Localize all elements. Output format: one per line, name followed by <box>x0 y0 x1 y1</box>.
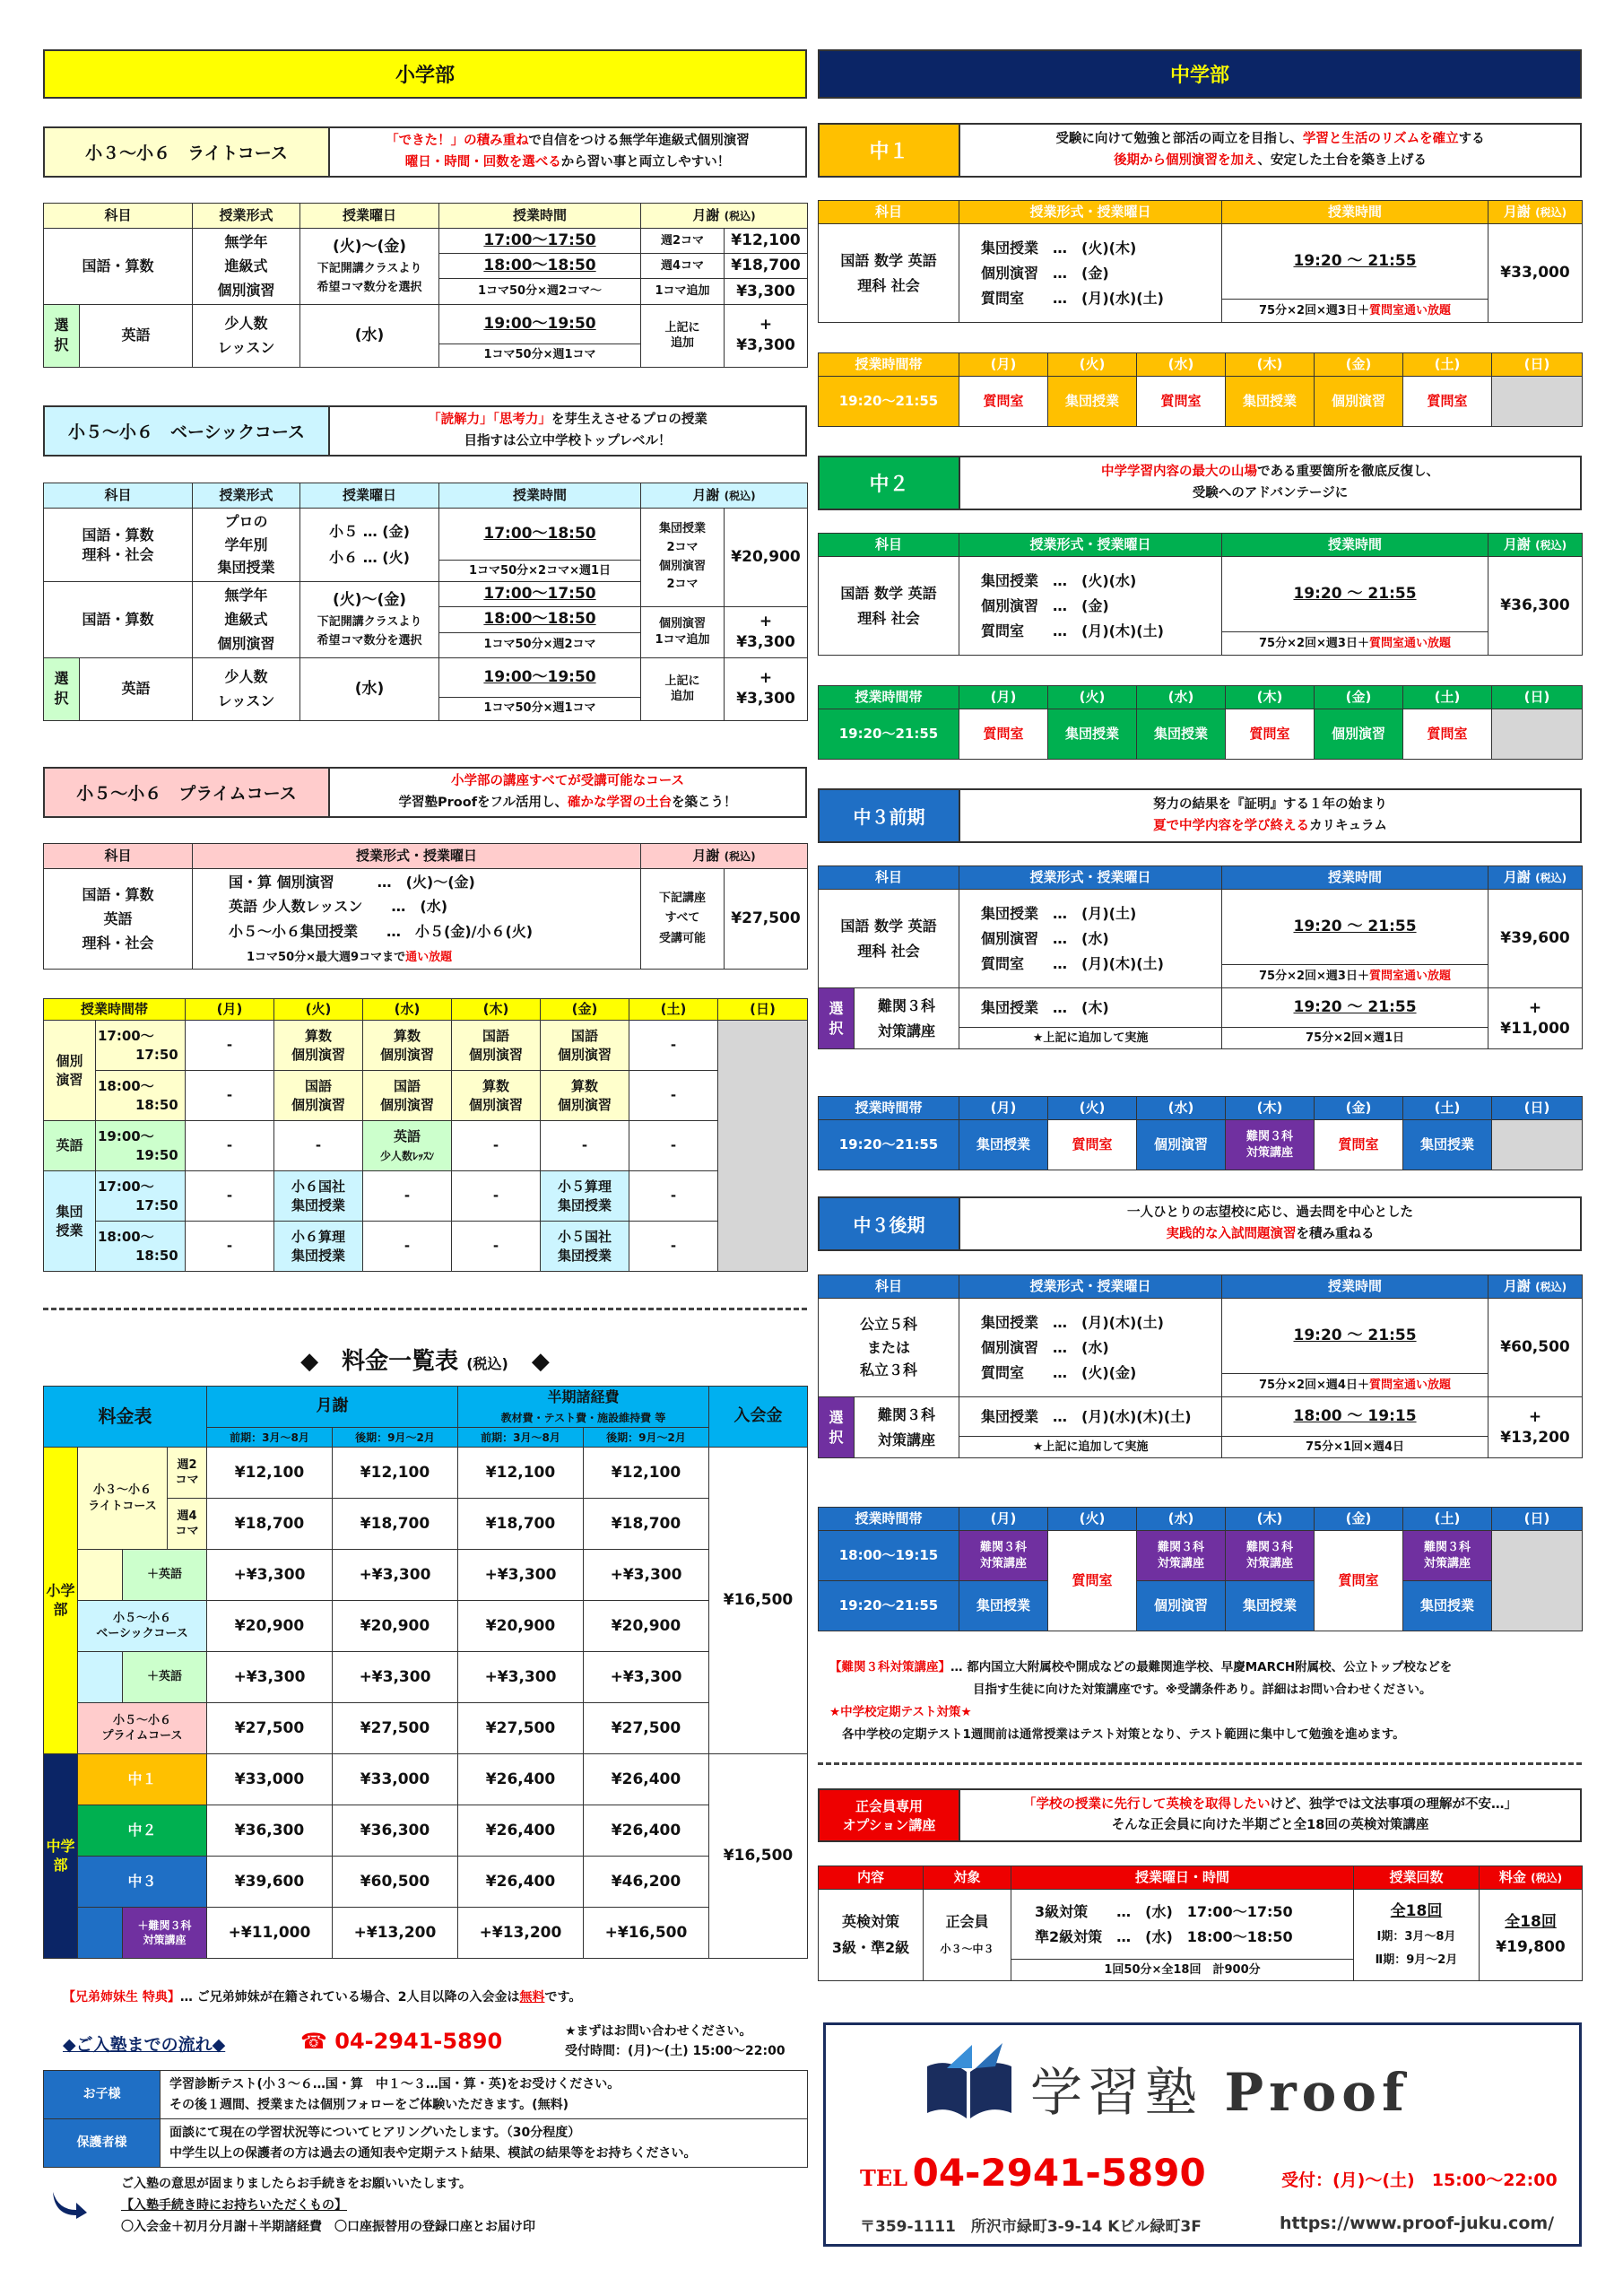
m3a-table: 科目 授業形式・授業曜日 授業時間 月謝 (税込) 国語 数学 英語 理科 社会 集団授業 … (月)(土) 個別演習 … (水) 質問室 … (月)(木)(土) 19:20 ～ 21:55 ¥39,600 75分×2回×週3日＋質問室通い放題 選 択 難関３科 対策講座 集団授業 … (木) 19:20 ～ 21:55 + ¥11,000 ★上記に追加して実施 75分×2回×週1日 <box>818 865 1583 1049</box>
brand-tel[interactable]: TEL 04-2941-5890 <box>860 2151 1206 2195</box>
m2-timetable: 授業時間帯 (月) (火) (水) (木) (金) (土) (日) 19:20～21:55 質問室 集団授業 集団授業 質問室 個別演習 質問室 <box>818 685 1583 760</box>
book-logo-icon <box>920 2041 1019 2122</box>
m1-header: 中１ 受験に向けて勉強と部活の両立を目指し、学習と生活のリズムを確立する 後期から個別演習を加え、安定した土台を築き上げる <box>818 123 1582 178</box>
basic-course-header: 小５～小６ ベーシックコース 「読解力」「思考力」を芽生えさせるプロの授業 目指すは公立中学校トップレベル！ <box>43 405 807 457</box>
fee-table: 料金表 月謝 半期諸経費 教材費・テスト費・施設維持費 等 入会金 前期：3月～8月 後期：9月～2月 前期：3月～8月 後期：9月～2月 小学部 小３～小６ ライトコース 週2 コマ ¥12,100 ¥12,100 ¥12,100 ¥12,100 ¥16,500 週4 コマ ¥18,700 ¥18,700 ¥18,700 ¥18,700 ＋英語 +¥3,300 +¥3,300 +¥3,300 +¥3,300 小５～小６ ベーシックコース ¥20,900 ¥20,900 ¥20,900 ¥20,900 ＋英語 +¥3,300 +¥3,300 +¥3,300 +¥3,300 小５～小６ プライムコース ¥27,500 ¥27,500 ¥27,500 ¥27,500 中学部 中１ ¥33,000 ¥33,000 ¥26,400 ¥26,400 ¥16,500 中２ ¥36,300 ¥36,300 ¥26,400 ¥26,400 中３ ¥39,600 ¥60,500 ¥26,400 ¥46,200 ＋難関３科 対策講座 +¥11,000 +¥13,200 +¥13,200 +¥16,500 <box>43 1386 808 1959</box>
lite-course-desc: 「できた！」の積み重ねで自信をつける無学年進級式個別演習 曜日・時間・回数を選べるから習い事と両立しやすい！ <box>386 134 750 170</box>
arrow-icon <box>49 2188 89 2219</box>
m2-table: 科目 授業形式・授業曜日 授業時間 月謝 (税込) 国語 数学 英語 理科 社会 集団授業 … (火)(水) 個別演習 … (金) 質問室 … (月)(木)(土) 19:20 ～ 21:55 ¥36,300 75分×2回×週3日＋質問室通い放題 <box>818 533 1583 656</box>
m2-header: 中２ 中学学習内容の最大の山場である重要箇所を徹底反復し、 受験へのアドバンテージに <box>818 456 1582 510</box>
m3a-timetable: 授業時間帯 (月) (火) (水) (木) (金) (土) (日) 19:20～21:55 集団授業 質問室 個別演習 難関３科 対策講座 質問室 集団授業 <box>818 1096 1583 1170</box>
option-table: 内容 対象 授業曜日・時間 授業回数 料金 (税込) 英検対策 3級・準2級 正会員 小３～中３ 3級対策 … (水) 17:00～17:50 準2級対策 … (水) 18:00～18:50 全18回 Ⅰ期：3月～8月 Ⅱ期：9月～2月 全18回 ¥19,800 1回50分×全18回 計900分 <box>818 1866 1583 1981</box>
basic-course-table: 科目 授業形式 授業曜日 授業時間 月謝 (税込) 国語・算数 理科・社会 プロの 学年別 集団授業 小５ … (金) 小６ … (火) 17:00～18:50 集団授業 2コマ 個別演習 2コマ ¥20,900 1コマ50分×2コマ×週1日 国語・算数 無学年 進級式 個別演習 (火)～(金) 下記開講クラスより 希望コマ数分を選択 17:00～17:50 18:00～18:50 個別演習 1コマ追加 + ¥3,300 1コマ50分×週2コマ 選 択 英語 少人数 レッスン (水) 19:00～19:50 上記に 追加 + ¥3,300 1コマ50分×週1コマ <box>43 483 808 721</box>
brand-url[interactable]: https://www.proof-juku.com/ <box>1280 2213 1555 2233</box>
lite-course-table: 科目 授業形式 授業曜日 授業時間 月謝 (税込) 国語・算数 無学年 進級式 個別演習 (火)～(金) 下記開講クラスより 希望コマ数分を選択 17:00～17:50 週2コマ ¥12,100 18:00～18:50 週4コマ ¥18,700 1コマ50分×週2コマ～ 1コマ追加 ¥3,300 選 択 英語 少人数 レッスン (水) 19:00～19:50 上記に 追加 + ¥3,300 1コマ50分×週1コマ <box>43 203 808 368</box>
prime-course-table: 科目 授業形式・授業曜日 月謝 (税込) 国語・算数 英語 理科・社会 国・算 個別演習 … (火)～(金) 英語 少人数レッスン … (水) 小５～小６集団授業 … 小５(金)/小６(火) 1コマ50分×最大週9コマまで通い放題 下記講座 すべて 受講可能 ¥27,500 <box>43 843 808 970</box>
divider <box>43 1308 807 1310</box>
junior-header: 中学部 <box>818 49 1582 99</box>
brand-address: 〒359-1111 所沢市緑町3-9-14 Kビル緑町3F <box>860 2218 1202 2236</box>
brand-name: 学習塾 Proof <box>1030 2062 1410 2123</box>
lite-course-label: 小３～小６ ライトコース <box>45 128 330 176</box>
flow-note: ★まずはお問い合わせください。 受付時間：(月)～(土) 15:00～22:00 <box>565 2024 785 2059</box>
m3b-header: 中３後期 一人ひとりの志望校に応じ、過去問を中心とした 実践的な入試問題演習を積み重ねる <box>818 1196 1582 1251</box>
prime-course-header: 小５～小６ プライムコース 小学部の講座すべてが受講可能なコース 学習塾Proofをフル活用し、確かな学習の土台を築こう！ <box>43 767 807 818</box>
fee-list-title: ◆ 料金一覧表 (税込) ◆ <box>300 1348 550 1375</box>
sibling-note: 【兄弟姉妹生 特典】… ご兄弟姉妹が在籍されている場合、2人目以降の入会金は無料です。 <box>63 1990 582 2005</box>
flow-table: お子様 学習診断テスト(小３～６…国・算 中１～３…国・算・英)をお受けください。 その後１週間、授業または個別フォローをご体験いただきます。(無料) 保護者様 面談にて現在の学習状況等についてヒアリングいたします。（30分程度） 中学生以上の保護者の方は過去の通知表や定期テスト結果、模試の結果等をお持ちください。 <box>43 2070 808 2168</box>
elementary-timetable: 授業時間帯 (月) (火) (水) (木) (金) (土) (日) 個別 演習 17:00～ 17:50 - 算数 個別演習 算数 個別演習 国語 個別演習 国語 個別演習 - 18:00～ 18:50 - 国語 個別演習 国語 個別演習 算数 個別演習 算数 個別演習 - 英語 19:00～ 19:50 - - 英語 少人数ﾚｯｽﾝ - - - 集団 授業 17:00～ 17:50 - 小６国社 集団授業 - - 小５算理 集団授業 - 18:00～ 18:50 - 小６算理 集団授業 - - 小５国社 集団授業 - <box>43 998 808 1272</box>
divider-right <box>818 1762 1582 1765</box>
elementary-header: 小学部 <box>43 49 807 99</box>
m1-timetable: 授業時間帯 (月) (火) (水) (木) (金) (土) (日) 19:20～21:55 質問室 集団授業 質問室 集団授業 個別演習 質問室 <box>818 352 1583 427</box>
flow-phone[interactable]: ☎ 04-2941-5890 <box>300 2029 503 2054</box>
m1-table: 科目 授業形式・授業曜日 授業時間 月謝 (税込) 国語 数学 英語 理科 社会 集団授業 … (火)(木) 個別演習 … (金) 質問室 … (月)(水)(土) 19:20 ～ 21:55 ¥33,000 75分×2回×週3日＋質問室通い放題 <box>818 200 1583 323</box>
m3b-timetable: 授業時間帯 (月) (火) (水) (木) (金) (土) (日) 18:00～19:15 難関３科 対策講座 質問室 難関３科 対策講座 難関３科 対策講座 質問室 難関３科 対策講座 19:20～21:55 集団授業 個別演習 集団授業 集団授業 <box>818 1507 1583 1631</box>
brand-box <box>823 2022 1582 2247</box>
flow-title: ◆ご入塾までの流れ◆ <box>63 2035 226 2055</box>
junior-notes: 【難関３科対策講座】… 都内国立大附属校や開成などの最難関進学校、早慶MARCH附属校、公立トップ校などを 目指す生徒に向けた対策講座です。※受講条件あり。詳細はお問い合わせください。 ★中学校定期テスト対策★ 各中学校の定期テスト1週間前は通常授業はテスト対策となり、テスト範囲に集中して勉強を進めます。 <box>829 1660 1453 1742</box>
flow-end: ご入塾の意思が固まりましたらお手続きをお願いいたします。 【入塾手続き時にお持ちいただくもの】 〇入会金＋初月分月謝＋半期諸経費 〇口座振替用の登録口座とお届け印 <box>121 2177 535 2234</box>
lite-course-header <box>43 126 807 178</box>
m3a-header: 中３前期 努力の結果を『証明』する１年の始まり 夏で中学内容を学び終えるカリキュラム <box>818 788 1582 843</box>
m3b-table: 科目 授業形式・授業曜日 授業時間 月謝 (税込) 公立５科 または 私立３科 集団授業 … (月)(木)(土) 個別演習 … (水) 質問室 … (火)(金) 19:20 ～ 21:55 ¥60,500 75分×2回×週4日＋質問室通い放題 選 択 難関３科 対策講座 集団授業 … (月)(水)(木)(土) 18:00 ～ 19:15 + ¥13,200 ★上記に追加して実施 75分×1回×週4日 <box>818 1274 1583 1458</box>
brand-hours: 受付：(月)～(土) 15:00～22:00 <box>1281 2170 1558 2190</box>
option-header: 正会員専用 オプション講座 「学校の授業に先行して英検を取得したいけど、独学では文法事項の理解が不安…」 そんな正会員に向けた半期ごと全18回の英検対策講座 <box>818 1788 1582 1842</box>
